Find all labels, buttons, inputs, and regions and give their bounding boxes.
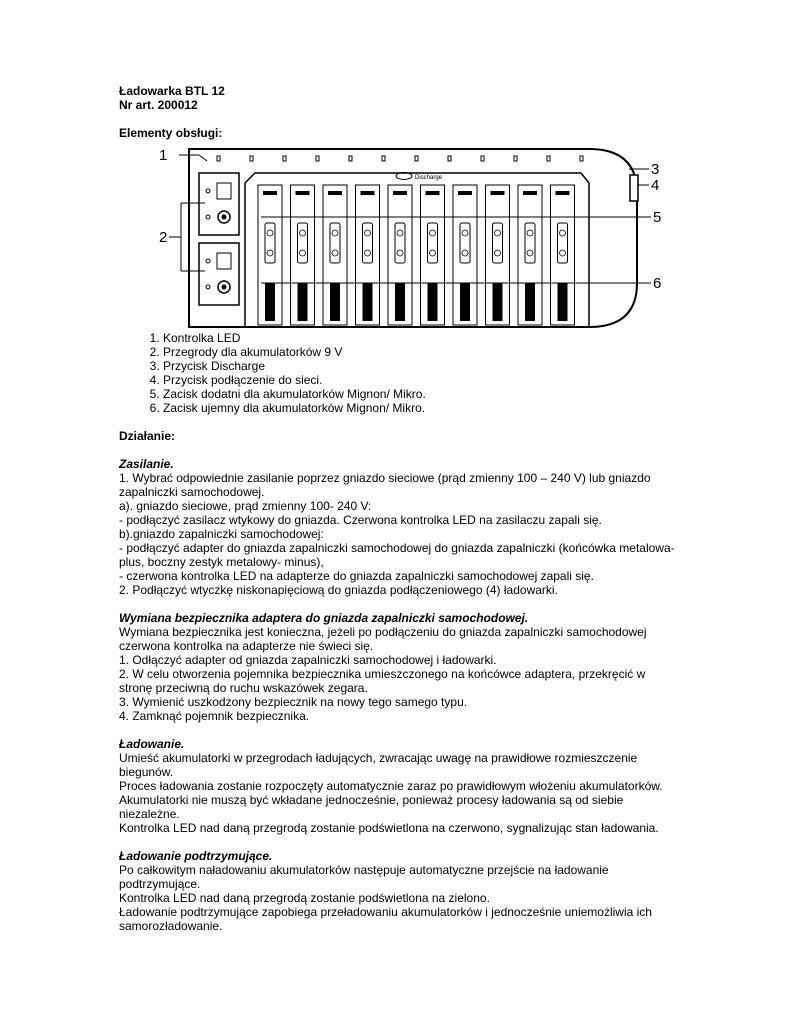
cell-marking-top — [365, 230, 371, 236]
round-terminal-center — [222, 285, 227, 290]
battery-9v-compartment-bottom — [199, 243, 239, 305]
snap-connector — [217, 183, 231, 199]
battery-9v-terminals — [206, 253, 231, 293]
battery-slot — [258, 185, 282, 325]
positive-terminal — [458, 191, 472, 195]
paragraph: Wymiana bezpiecznika jest konieczna, jeżeli po podłączeniu do gniazda zapalniczki samochodowej czerwona kontrolka na adapterze nie świeci się. — [119, 625, 647, 653]
paragraph: Po całkowitym naładowaniu akumulatorków następuje automatyczne przejście na ładowanie podtrzymujące. — [119, 863, 609, 891]
battery-slot — [421, 185, 445, 325]
negative-terminal — [525, 283, 535, 321]
indicator-dot — [206, 285, 210, 289]
negative-terminal — [460, 283, 470, 321]
positive-terminal — [296, 191, 310, 195]
led-indicator — [349, 156, 352, 161]
battery-cell-outline — [330, 223, 340, 263]
battery-slot — [518, 185, 542, 325]
snap-connector — [217, 253, 231, 269]
indicator-dot — [206, 259, 210, 263]
round-terminal-center — [222, 215, 227, 220]
legend-item: 4. Przycisk podłączenie do sieci. — [163, 373, 679, 387]
legend-item: 6. Zacisk ujemny dla akumulatorków Mignon/ Mikro. — [163, 401, 679, 415]
cell-marking-top — [462, 230, 468, 236]
section-title-trickle: Ładowanie podtrzymujące. — [119, 849, 273, 863]
paragraph: Kontrolka LED nad daną przegrodą zostanie podświetlona na czerwono, sygnalizując stan ładowania. — [119, 821, 659, 835]
paragraph: Umieść akumulatorki w przegrodach ładujących, zwracając uwagę na prawidłowe rozmieszczenie biegunów. — [119, 751, 638, 779]
led-indicator — [448, 156, 451, 161]
negative-terminal — [428, 283, 438, 321]
charger-diagram — [159, 143, 679, 331]
positive-terminal — [263, 191, 277, 195]
legend-item: 2. Przegrody dla akumulatorków 9 V — [163, 345, 679, 359]
cell-marking-bottom — [332, 250, 338, 256]
led-indicator — [316, 156, 319, 161]
section-title-charging: Ładowanie. — [119, 737, 185, 751]
battery-slot — [291, 185, 315, 325]
led-indicator — [481, 156, 484, 161]
battery-cell-outline — [428, 223, 438, 263]
legend-item: 3. Przycisk Discharge — [163, 359, 679, 373]
battery-slot — [323, 185, 347, 325]
positive-terminal — [393, 191, 407, 195]
document-page — [119, 84, 679, 933]
cell-marking-bottom — [300, 250, 306, 256]
positive-terminal — [426, 191, 440, 195]
paragraph: 3. Wymienić uszkodzony bezpiecznik na nowy tego samego typu. — [119, 695, 468, 709]
battery-cell-outline — [558, 223, 568, 263]
battery-9v-compartment-top — [199, 173, 239, 235]
negative-terminal — [558, 283, 568, 321]
led-indicator — [415, 156, 418, 161]
battery-cell-outline — [363, 223, 373, 263]
paragraph: a). gniazdo sieciowe, prąd zmienny 100- 240 V: — [119, 499, 372, 513]
paragraph: Ładowanie podtrzymujące zapobiega przeładowaniu akumulatorków i jednocześnie uniemożliwia ich samorozładowanie. — [119, 905, 652, 933]
discharge-label: Discharge — [415, 175, 443, 181]
positive-terminal — [361, 191, 375, 195]
document-title: Ładowarka BTL 12 — [119, 84, 225, 98]
paragraph: 2. W celu otworzenia pojemnika bezpiecznika umieszczonego na końcówce adaptera, przekręcić w stronę przeciwną do ruchu wskazówek zegara. — [119, 667, 646, 695]
negative-terminal — [363, 283, 373, 321]
paragraph: 4. Zamknąć pojemnik bezpiecznika. — [119, 709, 310, 723]
negative-terminal — [330, 283, 340, 321]
paragraph: Kontrolka LED nad daną przegrodą zostanie podświetlona na zielono. — [119, 891, 490, 905]
battery-slot — [486, 185, 510, 325]
indicator-dot — [206, 189, 210, 193]
positive-terminal — [523, 191, 537, 195]
callout-line-1b — [199, 155, 207, 161]
led-indicator — [217, 156, 220, 161]
cell-marking-bottom — [462, 250, 468, 256]
led-indicator — [547, 156, 550, 161]
callout-number-3: 3 — [651, 161, 660, 178]
battery-slot — [356, 185, 380, 325]
article-number: Nr art. 200012 — [119, 98, 198, 112]
power-socket — [630, 175, 638, 201]
cell-marking-bottom — [560, 250, 566, 256]
led-indicator — [514, 156, 517, 161]
charger-body — [189, 149, 637, 327]
callout-number-4: 4 — [651, 177, 660, 194]
negative-terminal — [395, 283, 405, 321]
legend-item: 5. Zacisk dodatni dla akumulatorków Mignon/ Mikro. — [163, 387, 679, 401]
callout-number-6: 6 — [653, 275, 662, 292]
paragraph: - podłączyć zasilacz wtykowy do gniazda. Czerwona kontrolka LED na zasilaczu zapali się. — [119, 513, 602, 527]
negative-terminal — [493, 283, 503, 321]
led-indicator — [250, 156, 253, 161]
cell-marking-top — [300, 230, 306, 236]
cell-marking-top — [527, 230, 533, 236]
cell-marking-top — [267, 230, 273, 236]
led-indicator — [382, 156, 385, 161]
paragraph: b).gniazdo zapalniczki samochodowej: — [119, 527, 324, 541]
battery-9v-terminals — [206, 183, 231, 223]
battery-cell-outline — [460, 223, 470, 263]
paragraph: 1. Odłączyć adapter od gniazda zapalniczki samochodowej i ładowarki. — [119, 653, 497, 667]
led-indicator — [580, 156, 583, 161]
cell-marking-top — [332, 230, 338, 236]
negative-terminal — [265, 283, 275, 321]
controls-legend-list — [119, 331, 679, 415]
positive-terminal — [491, 191, 505, 195]
led-indicator — [283, 156, 286, 161]
cell-marking-bottom — [527, 250, 533, 256]
cell-marking-bottom — [495, 250, 501, 256]
positive-terminal — [556, 191, 570, 195]
callout-number-5: 5 — [653, 209, 662, 226]
indicator-dot — [206, 215, 210, 219]
charger-diagram-svg — [159, 143, 679, 331]
cell-marking-top — [397, 230, 403, 236]
cell-marking-bottom — [397, 250, 403, 256]
battery-cell-outline — [298, 223, 308, 263]
battery-cell-outline — [395, 223, 405, 263]
positive-terminal — [328, 191, 342, 195]
cell-marking-top — [495, 230, 501, 236]
cell-marking-top — [430, 230, 436, 236]
battery-slot — [388, 185, 412, 325]
battery-slot — [453, 185, 477, 325]
paragraph: - czerwona kontrolka LED na adapterze do gniazda zapalniczki samochodowej zapali się. — [119, 569, 594, 583]
section-title-fuse: Wymiana bezpiecznika adaptera do gniazda zapalniczki samochodowej. — [119, 611, 529, 625]
cell-marking-bottom — [430, 250, 436, 256]
paragraph: Proces ładowania zostanie rozpoczęty automatycznie zaraz po prawidłowym włożeniu akumulatorków. — [119, 779, 663, 793]
cell-marking-bottom — [267, 250, 273, 256]
operation-heading: Działanie: — [119, 429, 176, 443]
battery-cell-outline — [525, 223, 535, 263]
cell-marking-top — [560, 230, 566, 236]
negative-terminal — [298, 283, 308, 321]
paragraph: - podłączyć adapter do gniazda zapalniczki samochodowej do gniazda zapalniczki (końcówka metalowa- plus, boczny zestyk metalowy- minus), — [119, 541, 675, 569]
callout-number-1: 1 — [159, 147, 168, 164]
slot-tray — [245, 173, 589, 327]
cell-marking-bottom — [365, 250, 371, 256]
battery-slot — [551, 185, 575, 325]
paragraph: 2. Podłączyć wtyczkę niskonapięciową do gniazda podłączeniowego (4) ładowarki. — [119, 583, 558, 597]
legend-item: 1. Kontrolka LED — [163, 331, 679, 345]
battery-cell-outline — [493, 223, 503, 263]
battery-cell-outline — [265, 223, 275, 263]
paragraph: 1. Wybrać odpowiednie zasilanie poprzez gniazdo sieciowe (prąd zmienny 100 – 240 V) lub gniazdo zapalniczki samochodowej. — [119, 471, 651, 499]
controls-heading: Elementy obsługi: — [119, 126, 223, 140]
callout-number-2: 2 — [159, 229, 168, 246]
paragraph: Akumulatorki nie muszą być wkładane jednocześnie, ponieważ procesy ładowania są od siebie niezależne. — [119, 793, 624, 821]
section-title-power: Zasilanie. — [119, 457, 174, 471]
